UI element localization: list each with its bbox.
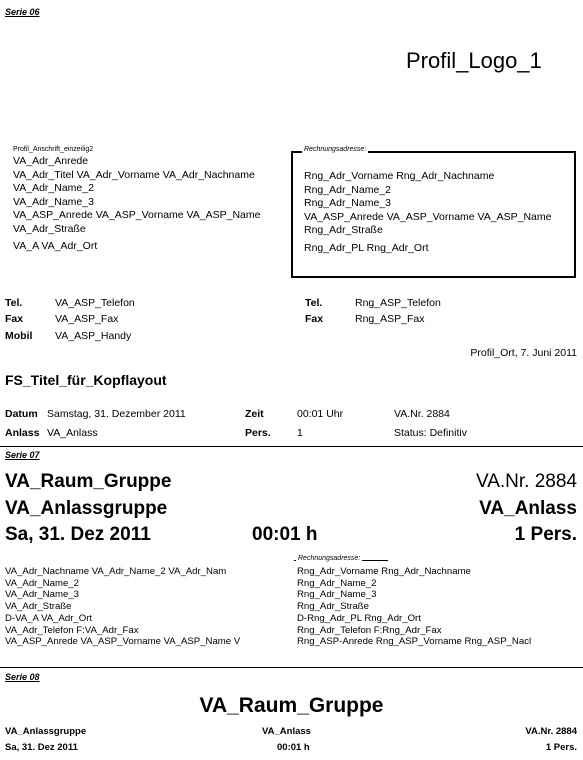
invoice-line: D-Rng_Adr_PL Rng_Adr_Ort [297,612,421,624]
invoice-line: Rng_Adr_Straße [304,224,383,237]
contact-label-tel: Tel. [5,297,23,309]
invoice-line: Rng_Adr_Telefon F:Rng_Adr_Fax [297,624,442,636]
invoice-line: Rng_Adr_Vorname Rng_Adr_Nachname [297,566,471,577]
sender-address-block [13,155,279,253]
contact-label-fax: Fax [5,313,24,325]
occasion-large: VA_Anlass [479,498,577,519]
address-line: VA_Adr_Name_2 [13,182,94,195]
invoice-line: VA_ASP_Anrede VA_ASP_Vorname VA_ASP_Name [304,210,552,223]
room-group-centered: VA_Raum_Gruppe [199,694,384,717]
event-number: VA.Nr. 2884 [394,408,450,420]
invoice-contact-label-fax: Fax [305,313,324,325]
event-number-small: VA.Nr. 2884 [525,726,577,737]
time-value: 00:01 Uhr [297,408,344,420]
serie-06-label: Serie 06 [5,7,40,17]
contact-value-mobil: VA_ASP_Handy [55,330,132,342]
persons-large: 1 Pers. [514,524,577,545]
status-text: Status: Definitiv [394,427,467,439]
contact-label-mobil: Mobil [5,330,33,342]
invoice-address-label: Rechnungsadresse: [304,146,367,153]
invoice-contact-value-tel: Rng_ASP_Telefon [355,297,441,309]
section-divider [0,667,583,668]
time-large: 00:01 h [252,524,318,545]
invoice-address-lines [304,170,572,256]
invoice-line: Rng_Adr_Name_3 [297,589,377,601]
occasion-label: Anlass [5,427,40,439]
persons-small: 1 Pers. [545,742,577,753]
address-line: VA_Adr_Name_3 [13,195,94,208]
place-date: Profil_Ort, 7. Juni 2011 [470,347,577,359]
address-line: D-VA_A VA_Adr_Ort [5,612,93,624]
invoice-line: Rng_Adr_Name_2 [297,577,377,589]
address-line: VA_A VA_Adr_Ort [13,239,98,252]
invoice-line: Rng_Adr_Vorname Rng_Adr_Nachname [304,170,495,182]
time-label: Zeit [245,408,264,420]
sender-address-block-07 [5,566,284,648]
address-line: VA_Adr_Straße [13,222,86,235]
date-small: Sa, 31. Dez 2011 [5,742,78,753]
occasion-group: VA_Anlassgruppe [5,498,168,519]
profile-logo-placeholder: Profil_Logo_1 [406,48,542,73]
address-line: VA_ASP_Anrede VA_ASP_Vorname VA_ASP_Name V [5,636,241,648]
document-title: FS_Titel_für_Kopflayout [5,372,167,388]
contact-value-fax: VA_ASP_Fax [55,313,119,325]
invoice-address-label-07: Rechnungsadresse: [298,555,361,562]
date-large: Sa, 31. Dez 2011 [5,524,151,545]
occasion-small: VA_Anlass [262,726,311,737]
time-small: 00:01 h [277,742,310,753]
date-value: Samstag, 31. Dezember 2011 [47,408,186,420]
occasion-group-small: VA_Anlassgruppe [5,726,87,737]
address-line: VA_Adr_Titel VA_Adr_Vorname VA_Adr_Nachname [13,168,255,181]
event-number-large: VA.Nr. 2884 [475,471,577,492]
invoice-line: Rng_Adr_PL Rng_Adr_Ort [304,241,429,254]
anschrift-label: Profil_Anschrift_einzeilig2 [13,146,94,153]
contact-value-tel: VA_ASP_Telefon [55,297,135,309]
address-line: VA_Adr_Anrede [13,155,89,167]
invoice-line: Rng_Adr_Name_2 [304,183,391,196]
room-group: VA_Raum_Gruppe [5,471,172,492]
address-line: VA_Adr_Nachname VA_Adr_Name_2 VA_Adr_Nam [5,566,227,577]
invoice-line: Rng_ASP-Anrede Rng_ASP_Vorname Rng_ASP_Nacl [297,636,532,648]
section-divider [0,446,583,447]
address-line: VA_Adr_Name_3 [5,589,79,601]
invoice-line: Rng_Adr_Name_3 [304,197,391,210]
invoice-line: Rng_Adr_Straße [297,601,369,613]
date-label: Datum [5,408,38,420]
serie-08-label: Serie 08 [5,672,40,682]
invoice-contact-value-fax: Rng_ASP_Fax [355,313,425,325]
address-line: VA_Adr_Telefon F:VA_Adr_Fax [5,624,139,636]
address-line: VA_Adr_Name_2 [5,577,79,589]
persons-value: 1 [297,427,303,439]
invoice-contact-label-tel: Tel. [305,297,323,309]
address-line: VA_ASP_Anrede VA_ASP_Vorname VA_ASP_Name [13,209,261,222]
address-line: VA_Adr_Straße [5,601,72,613]
persons-label: Pers. [245,427,271,439]
occasion-value: VA_Anlass [47,427,98,439]
serie-07-label: Serie 07 [5,450,40,460]
invoice-address-block-07 [297,566,576,648]
